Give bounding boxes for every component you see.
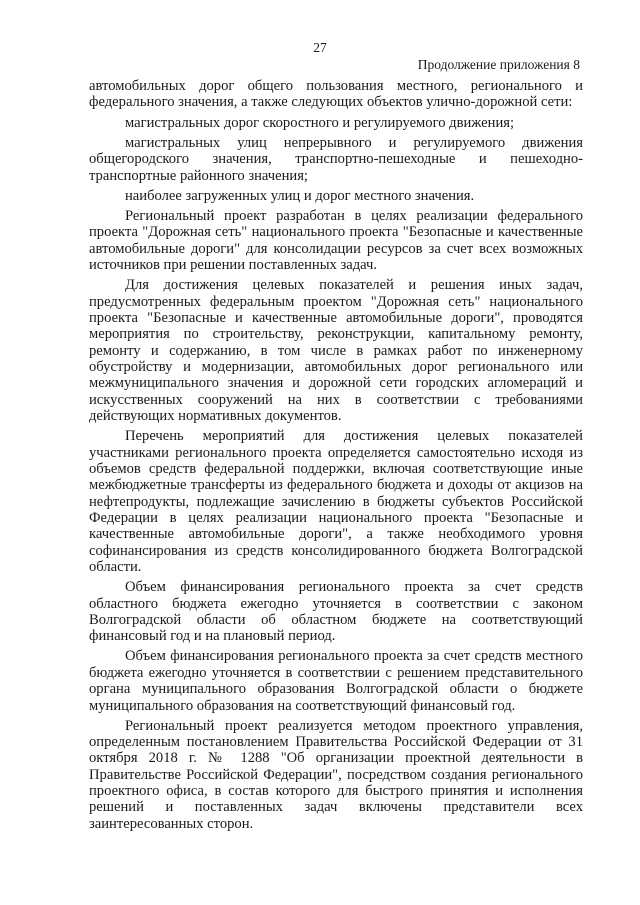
paragraph-road-objects: автомобильных дорог общего пользования местного, регионального и федерального значения, а также следующих объектов улично-дорожной сети:	[89, 78, 583, 111]
body-text	[89, 78, 583, 836]
paragraph-project-management: Региональный проект реализуется методом проектного управления, определенным постановлением Правительства Российской Федерации от 31 октября 2018 г. № 1288 "Об организации проектной деятельности в Правительстве Российской Федерации", посредством создания регионального проектного офиса, в состав которого для быстрого принятия и исполнения решений и поставленных задач включены представители всех заинтересованных сторон.	[89, 717, 583, 832]
list-item-highways: магистральных дорог скоростного и регулируемого движения;	[125, 114, 515, 131]
page-number: 27	[313, 40, 327, 55]
list-item-local-streets: наиболее загруженных улиц и дорог местного значения.	[125, 187, 475, 204]
paragraph-project-purpose: Региональный проект разработан в целях реализации федерального проекта "Дорожная сеть" национального проекта "Безопасные и качественные автомобильные дороги" для консолидации ресурсов за счет всех возможных источников при решении поставленных задач.	[89, 207, 583, 273]
paragraph-local-funding: Объем финансирования регионального проекта за счет средств местного бюджета ежегодно уточняется в соответствии с решением представительного органа муниципального образования Волгоградской области о бюджете муниципального образования на соответствующий финансовый год.	[89, 648, 583, 714]
appendix-continuation-note: Продолжение приложения 8	[417, 57, 580, 72]
list-item-main-streets: магистральных улиц непрерывного и регулируемого движения общегородского значения, транспортно-пешеходные и пешеходно-транспортные районного значения;	[89, 134, 583, 184]
paragraph-activity-list: Перечень мероприятий для достижения целевых показателей участниками регионального проекта определяется самостоятельно исходя из объемов средств федеральной поддержки, включая соответствующие иные межбюджетные трансферты из федерального бюджета и доходы от акцизов на нефтепродукты, подлежащие зачислению в бюджеты субъектов Российской Федерации в целях реализации национального проекта "Безопасные и качественные автомобильные дороги", а также необходимого уровня софинансирования из средств консолидированного бюджета Волгоградской области.	[89, 428, 583, 575]
paragraph-activities: Для достижения целевых показателей и решения иных задач, предусмотренных федеральным проектом "Дорожная сеть" национального проекта "Безопасные и качественные автомобильные дороги", проводятся мероприятия по строительству, реконструкции, капитальному ремонту, ремонту и содержанию, в том числе в рамках работ по инженерному обустройству и модернизации, автомобильных дорог регионального или межмуниципального значения и дорожной сети городских агломераций и искусственных сооружений на них в соответствии с требованиями действующих нормативных документов.	[89, 277, 583, 424]
paragraph-regional-funding: Объем финансирования регионального проекта за счет средств областного бюджета ежегодно уточняется в соответствии с законом Волгоградской области об областном бюджете на соответствующий финансовый год и на плановый период.	[89, 579, 583, 645]
